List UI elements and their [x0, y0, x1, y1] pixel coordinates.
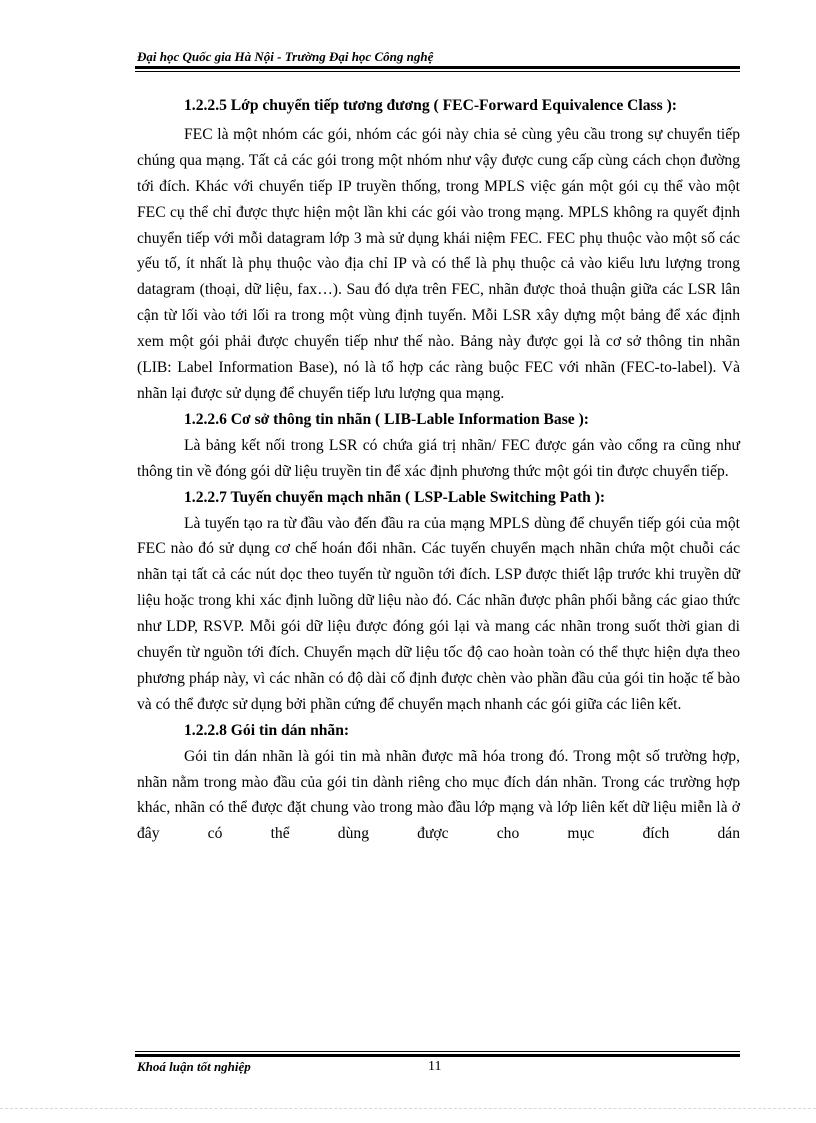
- document-body: [137, 93, 740, 847]
- footer-rule-thin: [135, 1051, 740, 1052]
- header-rule-thin: [135, 71, 740, 72]
- section-heading-1227: 1.2.2.7 Tuyến chuyển mạch nhãn ( LSP-Lable Switching Path ):: [184, 488, 606, 506]
- paragraph-lsp: Là tuyến tạo ra từ đầu vào đến đầu ra của mạng MPLS dùng để chuyển tiếp gói của một FEC nào đó sử dụng cơ chế hoán đổi nhãn. Các tuyến chuyển mạch nhãn chứa một chuỗi các nhãn tại tất cả các nút dọc theo tuyến từ nguồn tới đích. LSP được thiết lập trước khi truyền dữ liệu hoặc trong khi xác định luồng dữ liệu nào đó. Các nhãn được phân phối bằng các giao thức như LDP, RSVP. Mỗi gói dữ liệu được đóng gói lại và mang các nhãn trong suốt thời gian di chuyển từ nguồn tới đích. Chuyển mạch dữ liệu tốc độ cao hoàn toàn có thể thực hiện dựa theo phương pháp này, vì các nhãn có độ dài cố định được chèn vào phần đầu của gói tin hoặc tế bào và có thể được sử dụng bởi phần cứng để chuyển mạch nhanh các gói giữa các liên kết.: [137, 514, 740, 713]
- section-heading-1228: 1.2.2.8 Gói tin dán nhãn:: [184, 721, 350, 739]
- page-edge-divider: [0, 1108, 816, 1109]
- footer-rule-thick: [135, 1054, 740, 1057]
- page-header: [135, 49, 740, 72]
- header-rule-thick: [135, 66, 740, 69]
- paragraph-fec: FEC là một nhóm các gói, nhóm các gói này chia sẻ cùng yêu cầu trong sự chuyển tiếp chúng qua mạng. Tất cả các gói trong một nhóm như vậy được cung cấp cùng cách chọn đường tới đích. Khác với chuyển tiếp IP truyền thống, trong MPLS việc gán một gói cụ thể vào một FEC cụ thể chỉ được thực hiện một lần khi các gói vào trong mạng. MPLS không ra quyết định chuyển tiếp với mỗi datagram lớp 3 mà sử dụng khái niệm FEC. FEC phụ thuộc vào một số các yếu tố, ít nhất là phụ thuộc vào địa chỉ IP và có thể là phụ thuộc cả vào kiểu lưu lượng trong datagram (thoại, dữ liệu, fax…). Sau đó dựa trên FEC, nhãn được thoả thuận giữa các LSR lân cận từ lối vào tới lối ra trong một vùng định tuyến. Mỗi LSR xây dựng một bảng để xác định xem một gói phải được chuyển tiếp như thế nào. Bảng này được gọi là cơ sở thông tin nhãn (LIB: Label Information Base), nó là tổ hợp các ràng buộc FEC với nhãn (FEC-to-label). Và nhãn lại được sử dụng để chuyển tiếp lưu lượng qua mạng.: [137, 125, 740, 402]
- section-heading-1225: 1.2.2.5 Lớp chuyển tiếp tương đương ( FEC-Forward Equivalence Class ):: [184, 97, 677, 114]
- section-heading-1226: 1.2.2.6 Cơ sở thông tin nhãn ( LIB-Lable Information Base ):: [184, 410, 589, 428]
- footer-label: Khoá luận tốt nghiệp: [137, 1059, 251, 1074]
- page-number: 11: [428, 1059, 442, 1074]
- paragraph-lib: Là bảng kết nối trong LSR có chứa giá trị nhãn/ FEC được gán vào cổng ra cũng như thông tin về đóng gói dữ liệu truyền tin để xác định phương thức một gói tin được chuyển tiếp.: [137, 436, 740, 480]
- paragraph-labeled-packet: Gói tin dán nhãn là gói tin mà nhãn được mã hóa trong đó. Trong một số trường hợp, nhãn nằm trong mào đầu của gói tin dành riêng cho mục đích dán nhãn. Trong các trường hợp khác, nhãn có thể được đặt chung vào trong mào đầu lớp mạng và lớp liên kết dữ liệu miễn là ở đây có thể dùng được cho mục đích dán: [137, 747, 740, 843]
- header-title: Đại học Quốc gia Hà Nội - Trường Đại học Công nghệ: [137, 49, 434, 64]
- page-footer: [135, 1051, 740, 1079]
